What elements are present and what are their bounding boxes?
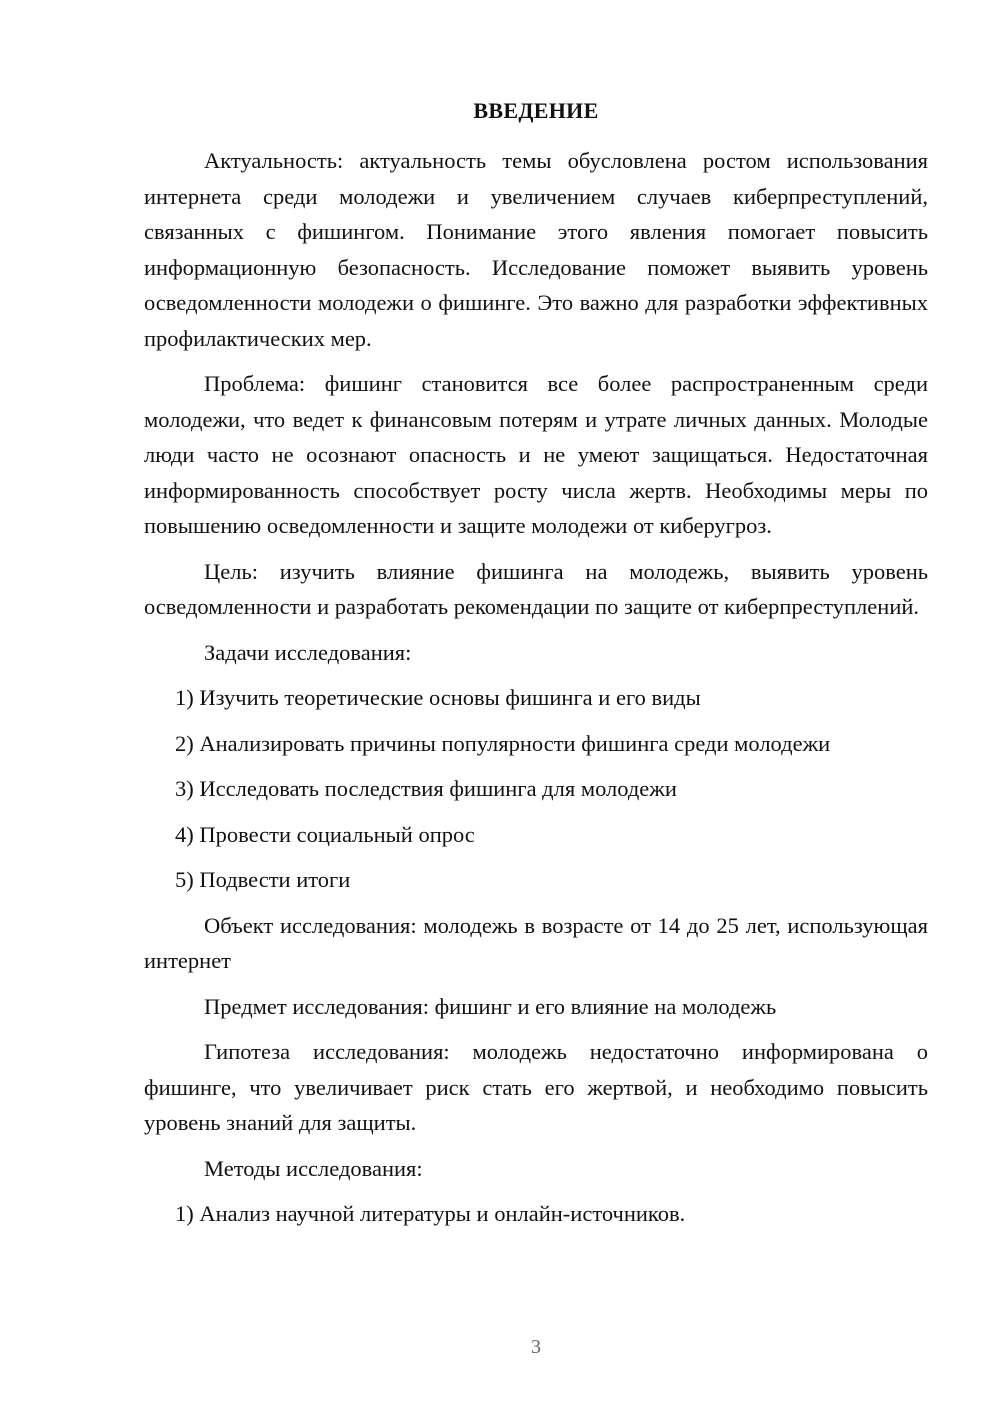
- method-item: 1) Анализ научной литературы и онлайн-источников.: [175, 1201, 686, 1226]
- task-item: 1) Изучить теоретические основы фишинга и его виды: [175, 685, 701, 710]
- page-title: ВВЕДЕНИЕ: [473, 98, 599, 123]
- task-item: 4) Провести социальный опрос: [175, 821, 475, 847]
- hypothesis-paragraph: Гипотеза исследования: молодежь недостаточно информирована о фишинге, что увеличивает риск стать его жертвой, и необходимо повысить уровень знаний для защиты.: [144, 1039, 928, 1135]
- document-body: [144, 143, 928, 1242]
- tasks-title: Задачи исследования:: [204, 639, 412, 665]
- task-item: 2) Анализировать причины популярности фишинга среди молодежи: [175, 730, 831, 756]
- object-paragraph: Объект исследования: молодежь в возрасте от 14 до 25 лет, использующая интернет: [144, 912, 928, 973]
- task-item: 5) Подвести итоги: [175, 867, 351, 892]
- goal-paragraph: Цель: изучить влияние фишинга на молодежь, выявить уровень осведомленности и разработать рекомендации по защите от киберпреступлений.: [144, 558, 928, 619]
- subject-paragraph: Предмет исследования: фишинг и его влияние на молодежь: [204, 993, 777, 1019]
- methods-title: Методы исследования:: [204, 1155, 423, 1181]
- problem-paragraph: Проблема: фишинг становится все более распространенным среди молодежи, что ведет к финансовым потерям и утрате личных данных. Молодые люди часто не осознают опасность и не умеют защищаться. Недостаточная информированность способствует росту числа жертв. Необходимы меры по повышению осведомленности и защите молодежи от киберугроз.: [144, 371, 928, 538]
- relevance-paragraph: Актуальность: актуальность темы обусловлена ростом использования интернета среди молодежи и увеличением случаев киберпреступлений, связанных с фишингом. Понимание этого явления помогает повысить информационную безопасность. Исследование поможет выявить уровень осведомленности молодежи о фишинге. Это важно для разработки эффективных профилактических мер.: [144, 148, 928, 351]
- task-item: 3) Исследовать последствия фишинга для молодежи: [175, 776, 677, 801]
- page-number: 3: [531, 1336, 541, 1358]
